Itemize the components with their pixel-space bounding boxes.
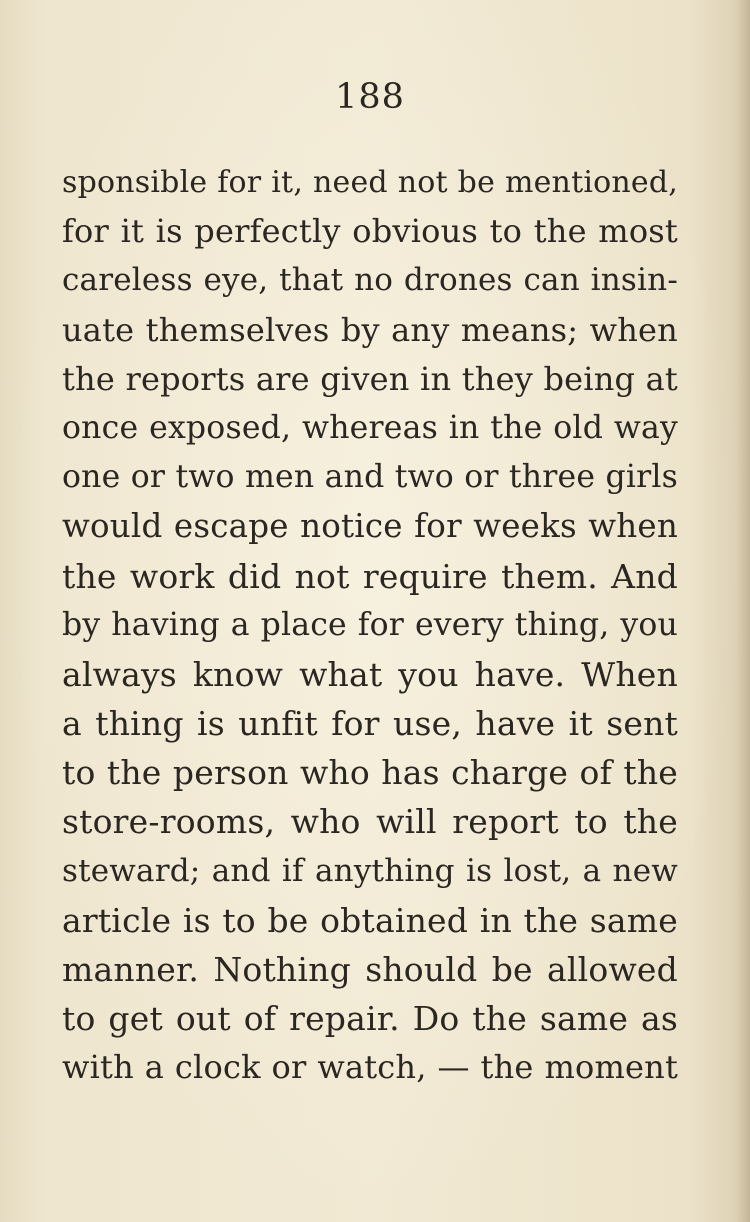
text-line: always know what you have. When xyxy=(62,654,678,694)
text-line: the reports are given in they being at xyxy=(62,359,678,398)
text-line: with a clock or watch, — the moment xyxy=(62,1048,678,1087)
text-line: the work did not require them. And xyxy=(62,556,678,596)
text-line: to get out of repair. Do the same as xyxy=(62,999,678,1039)
text-line: by having a place for every thing, you xyxy=(62,606,678,643)
text-line: steward; and if anything is lost, a new xyxy=(62,852,678,889)
text-line: a thing is unfit for use, have it sent xyxy=(62,704,678,744)
page-number: 188 xyxy=(335,77,405,117)
text-line: manner. Nothing should be allowed xyxy=(62,950,678,989)
text-line: to the person who has charge of the xyxy=(62,753,678,793)
text-line: one or two men and two or three girls xyxy=(62,459,678,496)
text-line: store-rooms, who will report to the xyxy=(62,802,678,842)
text-line: article is to be obtained in the same xyxy=(62,900,678,940)
text-line: careless eye, that no drones can insin- xyxy=(62,262,678,299)
text-line: sponsible for it, need not be mentioned, xyxy=(62,165,678,200)
text-line: uate themselves by any means; when xyxy=(62,310,678,349)
page-edge-shadow xyxy=(736,0,750,1222)
text-line: once exposed, whereas in the old way xyxy=(62,409,678,446)
text-line: would escape notice for weeks when xyxy=(62,507,678,546)
body-text xyxy=(62,158,678,1093)
text-line: for it is perfectly obvious to the most xyxy=(62,212,678,251)
